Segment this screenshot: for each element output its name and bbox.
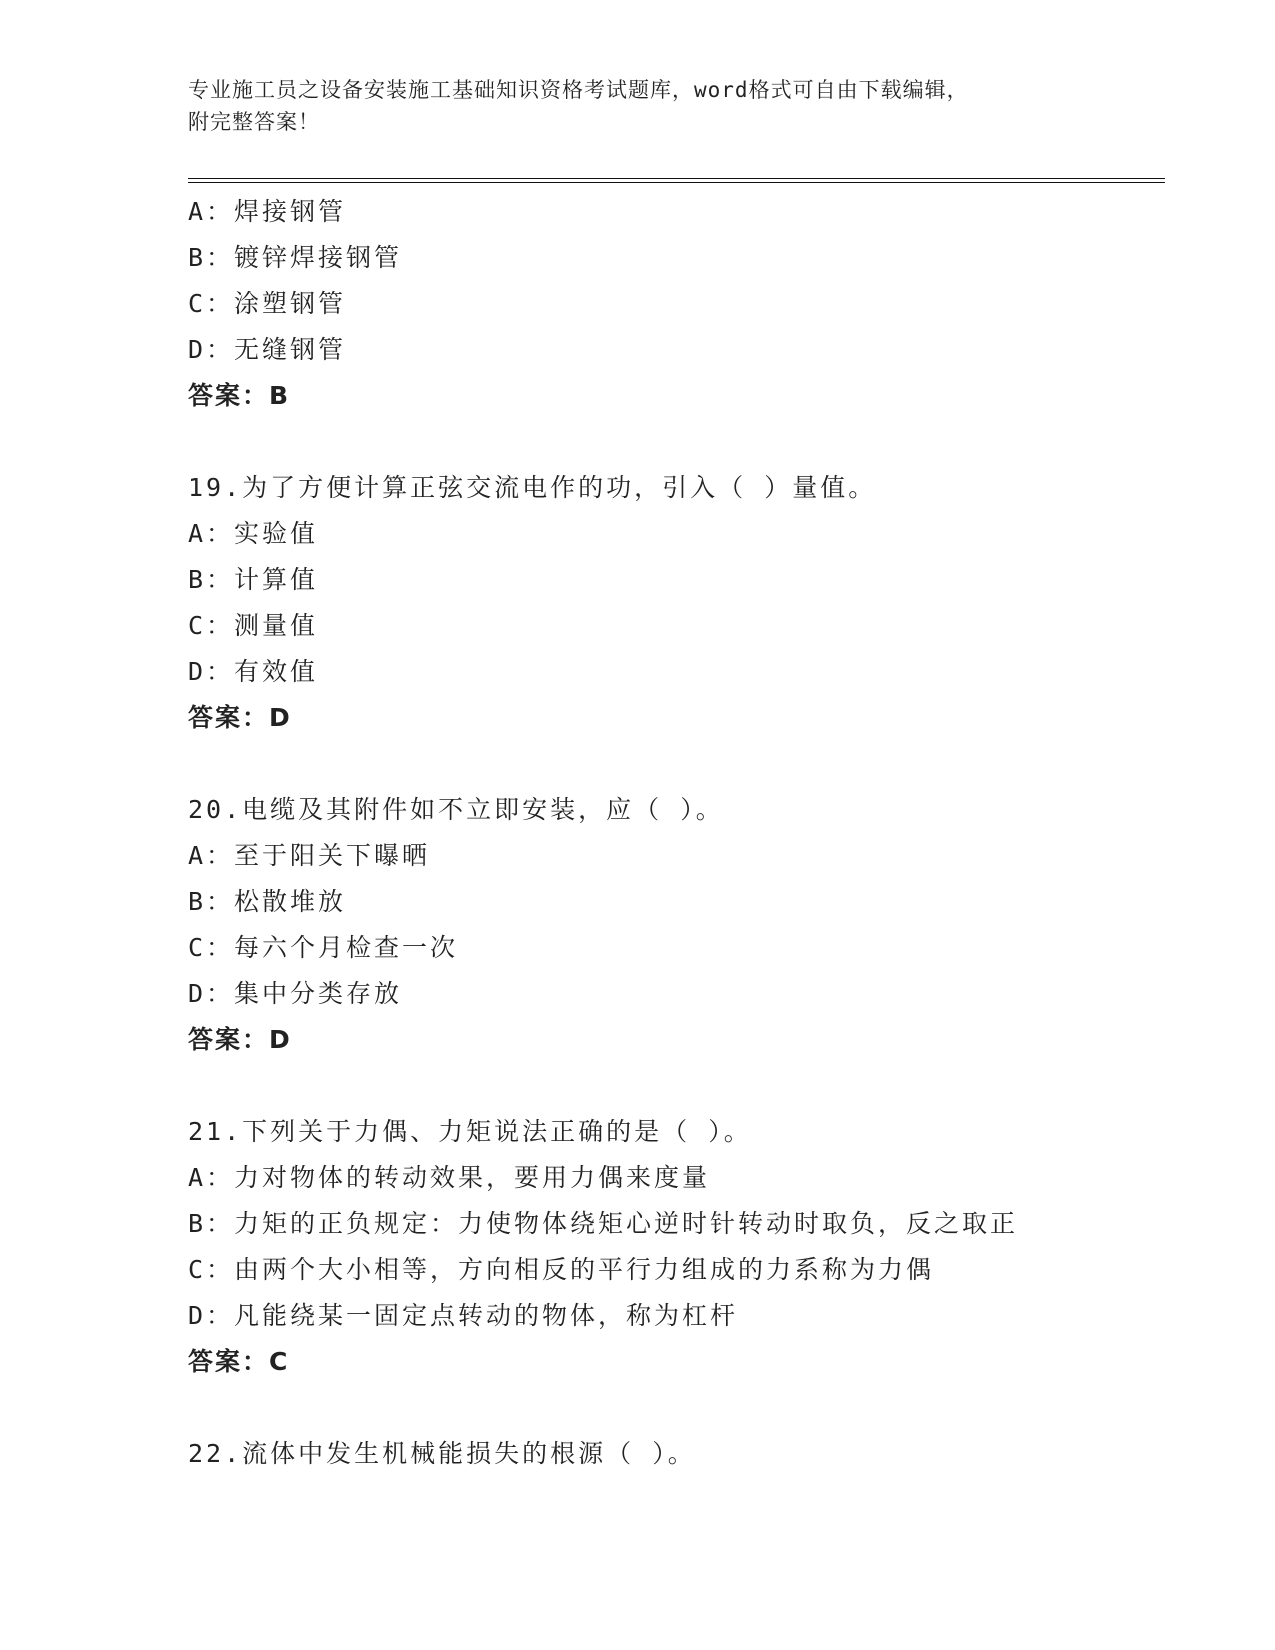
option-c: C：涂塑钢管 (188, 289, 347, 318)
spacer (188, 419, 1188, 465)
answer-line: 答案：C (188, 1347, 290, 1376)
question-text: 22.流体中发生机械能损失的根源（ ）。 (188, 1439, 696, 1468)
option-c: C：每六个月检查一次 (188, 933, 459, 962)
question-text: 19.为了方便计算正弦交流电作的功，引入（ ）量值。 (188, 473, 877, 502)
question-block-18 (188, 189, 1188, 419)
option-a: A：至于阳关下曝晒 (188, 841, 431, 870)
answer-line: 答案：B (188, 381, 291, 410)
question-text: 21.下列关于力偶、力矩说法正确的是（ ）。 (188, 1117, 752, 1146)
question-block-19 (188, 465, 1188, 741)
page-header (188, 74, 1068, 138)
header-divider (188, 178, 1165, 183)
spacer (188, 1385, 1188, 1431)
option-c: C：由两个大小相等，方向相反的平行力组成的力系称为力偶 (188, 1255, 935, 1284)
question-list (188, 189, 1188, 1477)
question-text: 20.电缆及其附件如不立即安装，应（ ）。 (188, 795, 724, 824)
option-c: C：测量值 (188, 611, 319, 640)
option-a: A：焊接钢管 (188, 197, 347, 226)
option-a: A：力对物体的转动效果，要用力偶来度量 (188, 1163, 711, 1192)
header-line-2: 附完整答案！ (188, 110, 320, 134)
option-b: B：松散堆放 (188, 887, 347, 916)
option-b: B：镀锌焊接钢管 (188, 243, 403, 272)
option-d: D：集中分类存放 (188, 979, 403, 1008)
question-block-22 (188, 1431, 1188, 1477)
option-d: D：有效值 (188, 657, 319, 686)
spacer (188, 741, 1188, 787)
spacer (188, 1063, 1188, 1109)
option-d: D：无缝钢管 (188, 335, 347, 364)
option-b: B：力矩的正负规定：力使物体绕矩心逆时针转动时取负，反之取正 (188, 1209, 1019, 1238)
question-block-20 (188, 787, 1188, 1063)
header-line-1: 专业施工员之设备安装施工基础知识资格考试题库，word格式可自由下载编辑， (188, 78, 969, 102)
option-a: A：实验值 (188, 519, 319, 548)
option-b: B：计算值 (188, 565, 319, 594)
answer-line: 答案：D (188, 1025, 292, 1054)
option-d: D：凡能绕某一固定点转动的物体，称为杠杆 (188, 1301, 739, 1330)
answer-line: 答案：D (188, 703, 292, 732)
question-block-21 (188, 1109, 1188, 1385)
